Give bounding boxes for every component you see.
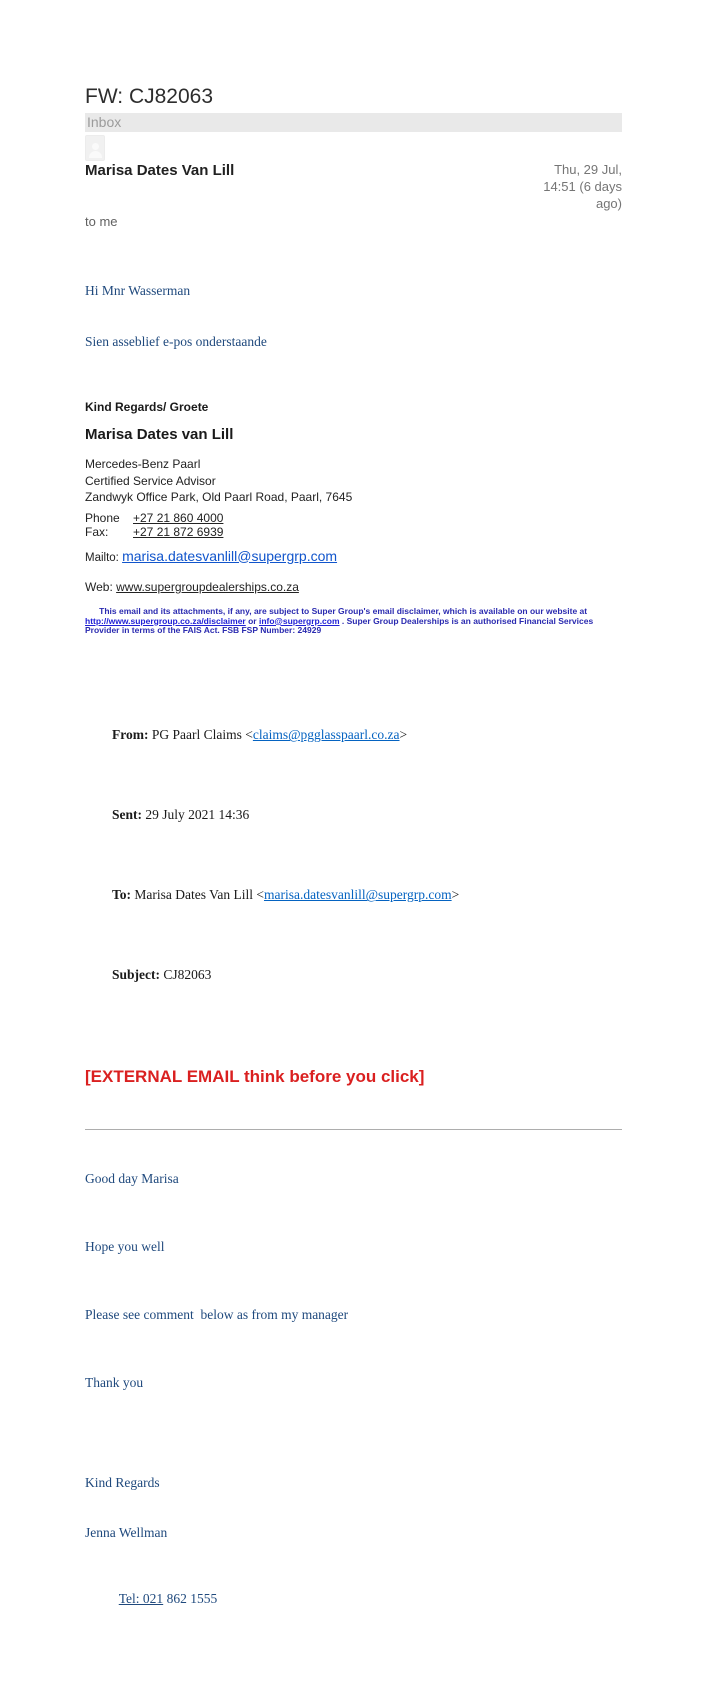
signature-name: Marisa Dates van Lill	[85, 426, 234, 443]
email-subject: FW: CJ82063	[85, 85, 213, 108]
signature-email-link[interactable]: marisa.datesvanlill@supergrp.com	[122, 547, 338, 564]
signature-regards: Kind Regards/ Groete	[85, 400, 209, 414]
person-icon	[89, 151, 102, 158]
from-label: From:	[112, 727, 149, 743]
fax-label: Fax:	[85, 524, 109, 539]
disclaimer-text: or	[245, 615, 259, 626]
signature-company: Mercedes-Benz Paarl	[85, 457, 201, 471]
message-date: Thu, 29 Jul, 14:51 (6 days ago)	[543, 162, 622, 211]
reply-body	[85, 1130, 622, 1691]
website-link[interactable]: www.supergroupdealerships.co.za	[116, 579, 299, 594]
mailto-label: Mailto:	[85, 551, 123, 564]
tel-rest: 862 1555	[163, 1590, 218, 1606]
greeting-paragraph	[85, 248, 622, 384]
sender-avatar[interactable]	[85, 135, 105, 161]
to-label: To:	[112, 887, 132, 903]
sent-value: 29 July 2021 14:36	[142, 807, 250, 823]
subject-value: CJ82063	[160, 967, 212, 983]
web-label: Web:	[85, 579, 117, 594]
sender-name[interactable]: Marisa Dates Van Lill	[85, 162, 235, 179]
subject-label: Subject:	[112, 967, 160, 983]
fax-row	[85, 525, 622, 539]
forwarded-from-line	[85, 711, 622, 759]
signature-job-title: Certified Service Advisor	[85, 473, 216, 488]
inbox-label-text: Inbox	[87, 114, 122, 130]
greeting-line: Sien asseblief e-pos onderstaande	[85, 334, 267, 349]
to-email-link[interactable]: marisa.datesvanlill@supergrp.com	[263, 887, 452, 903]
to-name: Marisa Dates Van Lill <	[131, 887, 264, 903]
reply-signature	[85, 1442, 622, 1657]
external-email-warning: [EXTERNAL EMAIL think before you click]	[85, 1067, 425, 1087]
disclaimer-text: . Super Group Dealerships is an authorised Financial Services Provider in terms of the FAIS Act. FSB FSP Number: 24929	[85, 615, 596, 636]
mailto-row	[85, 548, 622, 564]
inbox-label-chip[interactable]	[85, 113, 622, 132]
disclaimer-email-link[interactable]: info@supergrp.com	[258, 615, 340, 626]
reply-paragraph: Good day Marisa	[85, 1171, 179, 1187]
phone-row	[85, 511, 622, 525]
to-close: >	[451, 887, 460, 903]
recipient-hint: to me	[85, 214, 118, 229]
signature-phones	[85, 511, 622, 539]
forwarded-header-block	[85, 679, 622, 1031]
reply-sign-line: Kind Regards	[85, 1475, 160, 1491]
person-icon	[92, 143, 99, 150]
from-email-link[interactable]: claims@pgglasspaarl.co.za	[252, 727, 400, 743]
greeting-line: Hi Mnr Wasserman	[85, 283, 191, 298]
phone-number-link[interactable]: +27 21 860 4000	[133, 510, 224, 525]
reply-tel-line	[85, 1574, 622, 1624]
forwarded-sent-line	[85, 791, 622, 839]
reply-paragraph: Please see comment below as from my manager	[85, 1307, 349, 1323]
web-row	[85, 580, 622, 594]
sent-label: Sent:	[112, 807, 142, 823]
message-header-row	[85, 161, 622, 212]
from-close: >	[399, 727, 408, 743]
reply-paragraph: Hope you well	[85, 1239, 165, 1255]
disclaimer-text: This email and its attachments, if any, are subject to Super Group's email disclaimer, which is available on our website at	[99, 606, 590, 617]
fax-number-link[interactable]: +27 21 872 6939	[133, 524, 224, 539]
signature-company-block	[85, 456, 622, 506]
disclaimer-url-link[interactable]: http://www.supergroup.co.za/disclaimer	[85, 615, 246, 626]
tel-link[interactable]: Tel: 021	[118, 1590, 164, 1606]
forwarded-subject-line	[85, 951, 622, 999]
phone-label: Phone	[85, 510, 120, 525]
from-name: PG Paarl Claims <	[148, 727, 253, 743]
reply-sign-line: Jenna Wellman	[85, 1524, 168, 1540]
signature-address: Zandwyk Office Park, Old Paarl Road, Paarl, 7645	[85, 490, 353, 504]
forwarded-to-line	[85, 871, 622, 919]
email-disclaimer	[85, 598, 622, 646]
reply-paragraph: Thank you	[85, 1375, 144, 1391]
